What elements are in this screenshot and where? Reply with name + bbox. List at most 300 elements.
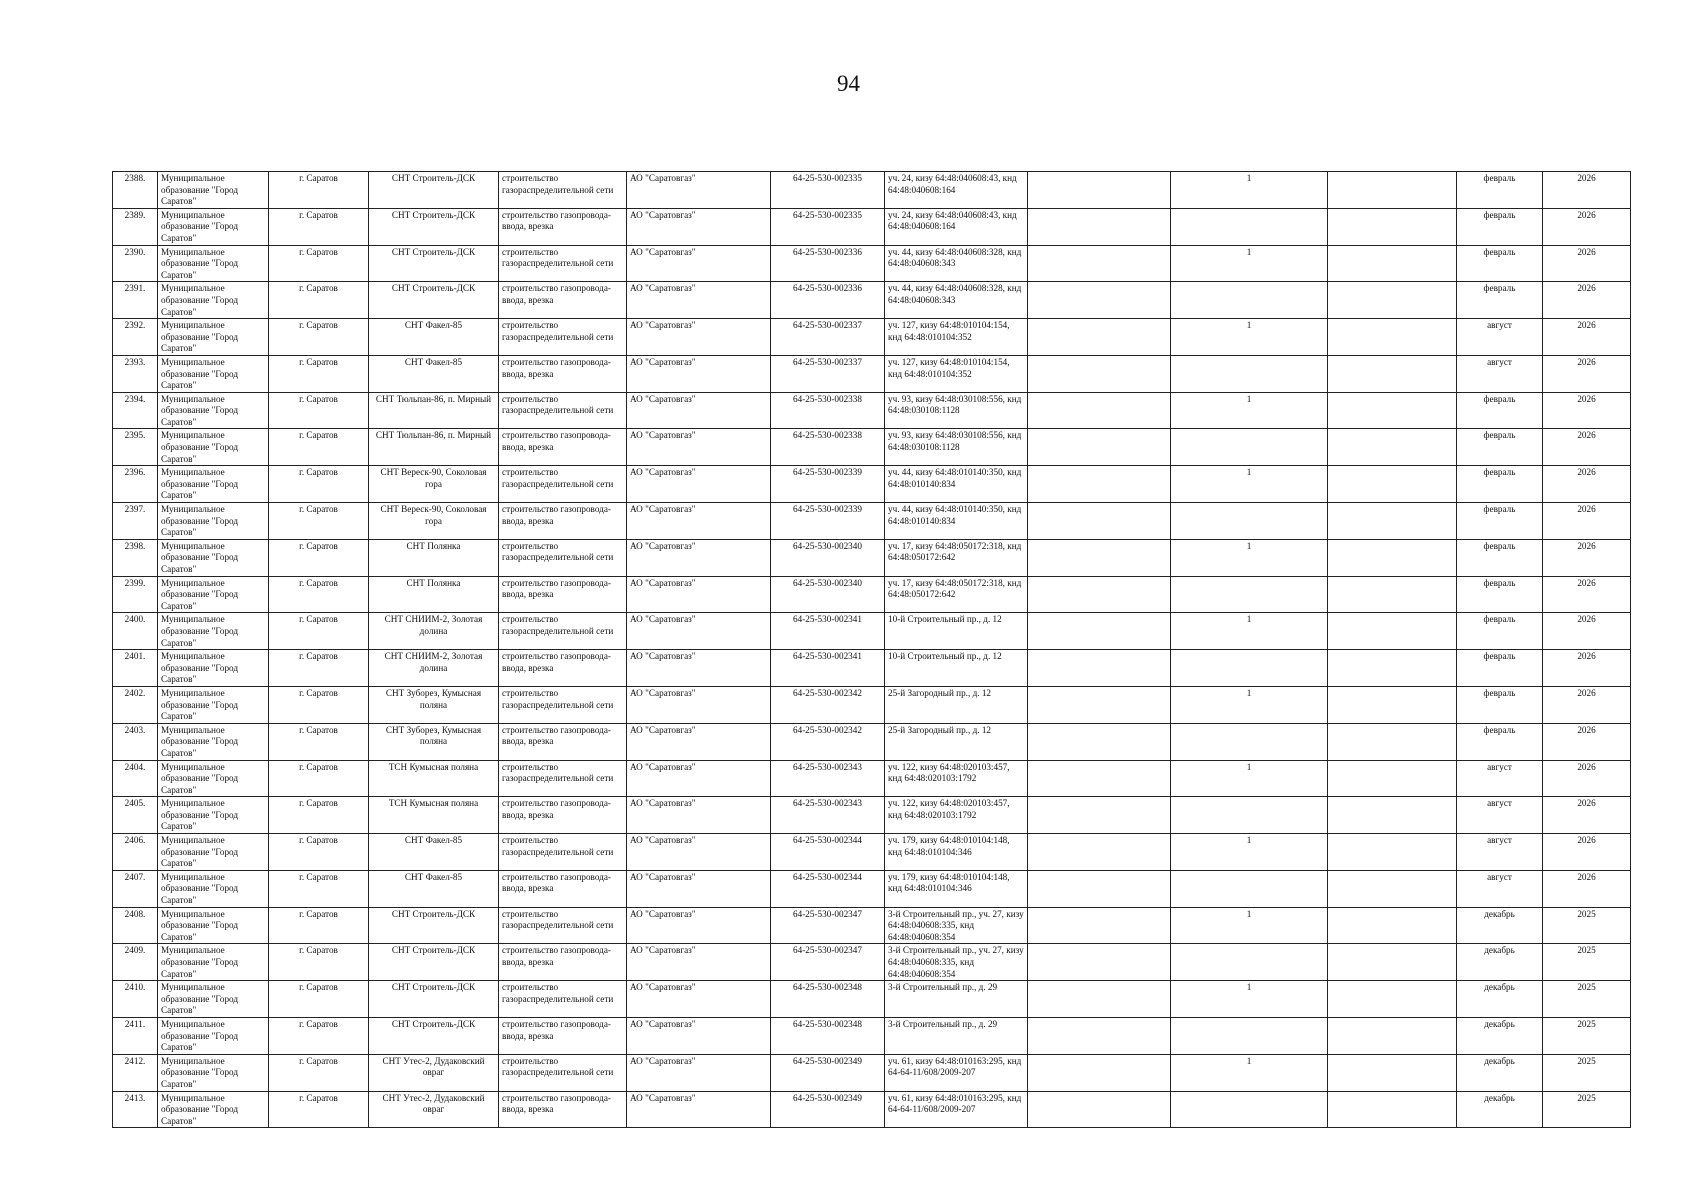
year-cell: 2025	[1543, 1017, 1631, 1054]
row-number-cell: 2391.	[113, 282, 158, 319]
application-number-cell: 64-25-530-002339	[771, 503, 885, 540]
empty-cell	[1328, 539, 1457, 576]
count-cell: 1	[1171, 981, 1328, 1018]
row-number-cell: 2410.	[113, 981, 158, 1018]
municipality-cell: Муниципальное образование "Город Саратов"	[158, 245, 269, 282]
work-type-cell: строительство газораспределительной сети	[499, 907, 627, 944]
settlement-cell: СНТ Зуборез, Кумысная поляна	[369, 723, 499, 760]
municipality-cell: Муниципальное образование "Город Саратов"	[158, 355, 269, 392]
month-cell: февраль	[1457, 172, 1543, 209]
year-cell: 2026	[1543, 870, 1631, 907]
address-cell: уч. 61, кизу 64:48:010163:295, кнд 64-64-11/608/2009-207	[885, 1054, 1028, 1091]
empty-cell	[1028, 981, 1171, 1018]
empty-cell	[1028, 429, 1171, 466]
address-cell: 3-й Строительный пр., д. 29	[885, 981, 1028, 1018]
application-number-cell: 64-25-530-002344	[771, 870, 885, 907]
row-number-cell: 2392.	[113, 319, 158, 356]
work-type-cell: строительство газопровода-ввода, врезка	[499, 944, 627, 981]
empty-cell	[1028, 1054, 1171, 1091]
document-table-wrapper	[112, 171, 1631, 1128]
organization-cell: АО "Саратовгаз"	[627, 172, 771, 209]
table-row	[113, 907, 1631, 944]
empty-cell	[1028, 650, 1171, 687]
application-number-cell: 64-25-530-002336	[771, 245, 885, 282]
application-number-cell: 64-25-530-002349	[771, 1091, 885, 1128]
municipality-cell: Муниципальное образование "Город Саратов"	[158, 760, 269, 797]
empty-cell	[1028, 686, 1171, 723]
year-cell: 2026	[1543, 319, 1631, 356]
municipality-cell: Муниципальное образование "Город Саратов"	[158, 208, 269, 245]
organization-cell: АО "Саратовгаз"	[627, 282, 771, 319]
count-cell: 1	[1171, 613, 1328, 650]
month-cell: февраль	[1457, 429, 1543, 466]
work-type-cell: строительство газопровода-ввода, врезка	[499, 282, 627, 319]
empty-cell	[1328, 429, 1457, 466]
work-type-cell: строительство газопровода-ввода, врезка	[499, 870, 627, 907]
count-cell	[1171, 650, 1328, 687]
address-cell: 25-й Загородный пр., д. 12	[885, 686, 1028, 723]
row-number-cell: 2388.	[113, 172, 158, 209]
address-cell: 10-й Строительный пр., д. 12	[885, 650, 1028, 687]
work-type-cell: строительство газораспределительной сети	[499, 760, 627, 797]
row-number-cell: 2401.	[113, 650, 158, 687]
year-cell: 2025	[1543, 944, 1631, 981]
organization-cell: АО "Саратовгаз"	[627, 686, 771, 723]
application-number-cell: 64-25-530-002339	[771, 466, 885, 503]
address-cell: уч. 44, кизу 64:48:010140:350, кнд 64:48:010140:834	[885, 503, 1028, 540]
count-cell	[1171, 429, 1328, 466]
empty-cell	[1328, 466, 1457, 503]
organization-cell: АО "Саратовгаз"	[627, 208, 771, 245]
table-row	[113, 613, 1631, 650]
empty-cell	[1028, 834, 1171, 871]
month-cell: февраль	[1457, 723, 1543, 760]
work-type-cell: строительство газораспределительной сети	[499, 834, 627, 871]
month-cell: декабрь	[1457, 1054, 1543, 1091]
settlement-cell: СНТ Строитель-ДСК	[369, 1017, 499, 1054]
count-cell: 1	[1171, 1054, 1328, 1091]
month-cell: декабрь	[1457, 944, 1543, 981]
city-cell: г. Саратов	[269, 208, 369, 245]
table-row	[113, 172, 1631, 209]
year-cell: 2025	[1543, 981, 1631, 1018]
table-row	[113, 466, 1631, 503]
settlement-cell: СНТ Факел-85	[369, 834, 499, 871]
organization-cell: АО "Саратовгаз"	[627, 907, 771, 944]
address-cell: уч. 93, кизу 64:48:030108:556, кнд 64:48:030108:1128	[885, 429, 1028, 466]
city-cell: г. Саратов	[269, 392, 369, 429]
empty-cell	[1028, 466, 1171, 503]
city-cell: г. Саратов	[269, 981, 369, 1018]
city-cell: г. Саратов	[269, 1091, 369, 1128]
address-cell: 3-й Строительный пр., д. 29	[885, 1017, 1028, 1054]
address-cell: уч. 122, кизу 64:48:020103:457, кнд 64:48:020103:1792	[885, 797, 1028, 834]
year-cell: 2026	[1543, 429, 1631, 466]
table-row	[113, 503, 1631, 540]
municipality-cell: Муниципальное образование "Город Саратов"	[158, 686, 269, 723]
empty-cell	[1028, 907, 1171, 944]
row-number-cell: 2408.	[113, 907, 158, 944]
city-cell: г. Саратов	[269, 944, 369, 981]
address-cell: уч. 93, кизу 64:48:030108:556, кнд 64:48:030108:1128	[885, 392, 1028, 429]
month-cell: декабрь	[1457, 1091, 1543, 1128]
empty-cell	[1028, 576, 1171, 613]
empty-cell	[1028, 797, 1171, 834]
month-cell: август	[1457, 319, 1543, 356]
table-row	[113, 870, 1631, 907]
row-number-cell: 2397.	[113, 503, 158, 540]
municipality-cell: Муниципальное образование "Город Саратов"	[158, 1017, 269, 1054]
municipality-cell: Муниципальное образование "Город Саратов"	[158, 539, 269, 576]
municipality-cell: Муниципальное образование "Город Саратов"	[158, 834, 269, 871]
empty-cell	[1028, 172, 1171, 209]
settlement-cell: СНТ Строитель-ДСК	[369, 245, 499, 282]
empty-cell	[1028, 539, 1171, 576]
city-cell: г. Саратов	[269, 319, 369, 356]
row-number-cell: 2395.	[113, 429, 158, 466]
city-cell: г. Саратов	[269, 282, 369, 319]
empty-cell	[1328, 208, 1457, 245]
row-number-cell: 2393.	[113, 355, 158, 392]
month-cell: август	[1457, 797, 1543, 834]
count-cell: 1	[1171, 539, 1328, 576]
work-type-cell: строительство газораспределительной сети	[499, 172, 627, 209]
municipality-cell: Муниципальное образование "Город Саратов"	[158, 429, 269, 466]
city-cell: г. Саратов	[269, 907, 369, 944]
organization-cell: АО "Саратовгаз"	[627, 319, 771, 356]
month-cell: декабрь	[1457, 1017, 1543, 1054]
work-type-cell: строительство газораспределительной сети	[499, 539, 627, 576]
month-cell: декабрь	[1457, 907, 1543, 944]
address-cell: уч. 44, кизу 64:48:010140:350, кнд 64:48:010140:834	[885, 466, 1028, 503]
application-number-cell: 64-25-530-002338	[771, 429, 885, 466]
count-cell	[1171, 1017, 1328, 1054]
settlement-cell: СНТ СНИИМ-2, Золотая долина	[369, 650, 499, 687]
year-cell: 2025	[1543, 907, 1631, 944]
row-number-cell: 2398.	[113, 539, 158, 576]
city-cell: г. Саратов	[269, 1017, 369, 1054]
work-type-cell: строительство газопровода-ввода, врезка	[499, 503, 627, 540]
organization-cell: АО "Саратовгаз"	[627, 466, 771, 503]
table-row	[113, 723, 1631, 760]
count-cell: 1	[1171, 686, 1328, 723]
row-number-cell: 2404.	[113, 760, 158, 797]
month-cell: февраль	[1457, 539, 1543, 576]
application-number-cell: 64-25-530-002343	[771, 760, 885, 797]
count-cell	[1171, 1091, 1328, 1128]
city-cell: г. Саратов	[269, 466, 369, 503]
empty-cell	[1328, 355, 1457, 392]
year-cell: 2026	[1543, 503, 1631, 540]
application-number-cell: 64-25-530-002340	[771, 576, 885, 613]
empty-cell	[1328, 503, 1457, 540]
settlement-cell: СНТ Строитель-ДСК	[369, 981, 499, 1018]
empty-cell	[1028, 355, 1171, 392]
month-cell: август	[1457, 760, 1543, 797]
city-cell: г. Саратов	[269, 870, 369, 907]
year-cell: 2026	[1543, 760, 1631, 797]
settlement-cell: СНТ Факел-85	[369, 319, 499, 356]
work-type-cell: строительство газопровода-ввода, врезка	[499, 576, 627, 613]
year-cell: 2026	[1543, 613, 1631, 650]
application-number-cell: 64-25-530-002347	[771, 907, 885, 944]
settlement-cell: СНТ Утес-2, Дудаковский овраг	[369, 1054, 499, 1091]
empty-cell	[1328, 834, 1457, 871]
year-cell: 2026	[1543, 392, 1631, 429]
count-cell	[1171, 503, 1328, 540]
municipality-cell: Муниципальное образование "Город Саратов"	[158, 797, 269, 834]
empty-cell	[1328, 760, 1457, 797]
table-row	[113, 319, 1631, 356]
city-cell: г. Саратов	[269, 797, 369, 834]
settlement-cell: СНТ Зуборез, Кумысная поляна	[369, 686, 499, 723]
empty-cell	[1028, 613, 1171, 650]
count-cell: 1	[1171, 834, 1328, 871]
count-cell	[1171, 870, 1328, 907]
settlement-cell: СНТ Строитель-ДСК	[369, 944, 499, 981]
count-cell	[1171, 576, 1328, 613]
organization-cell: АО "Саратовгаз"	[627, 944, 771, 981]
table-row	[113, 245, 1631, 282]
month-cell: февраль	[1457, 650, 1543, 687]
count-cell: 1	[1171, 392, 1328, 429]
application-number-cell: 64-25-530-002348	[771, 1017, 885, 1054]
organization-cell: АО "Саратовгаз"	[627, 539, 771, 576]
work-type-cell: строительство газораспределительной сети	[499, 686, 627, 723]
empty-cell	[1028, 944, 1171, 981]
application-number-cell: 64-25-530-002338	[771, 392, 885, 429]
empty-cell	[1328, 686, 1457, 723]
settlement-cell: СНТ Вереск-90, Соколовая гора	[369, 503, 499, 540]
year-cell: 2026	[1543, 172, 1631, 209]
city-cell: г. Саратов	[269, 576, 369, 613]
address-cell: уч. 24, кизу 64:48:040608:43, кнд 64:48:040608:164	[885, 208, 1028, 245]
empty-cell	[1328, 907, 1457, 944]
application-number-cell: 64-25-530-002340	[771, 539, 885, 576]
empty-cell	[1328, 1091, 1457, 1128]
year-cell: 2026	[1543, 834, 1631, 871]
municipality-cell: Муниципальное образование "Город Саратов"	[158, 503, 269, 540]
empty-cell	[1028, 870, 1171, 907]
count-cell: 1	[1171, 172, 1328, 209]
municipality-cell: Муниципальное образование "Город Саратов"	[158, 172, 269, 209]
address-cell: уч. 17, кизу 64:48:050172:318, кнд 64:48:050172:642	[885, 539, 1028, 576]
city-cell: г. Саратов	[269, 760, 369, 797]
empty-cell	[1328, 797, 1457, 834]
count-cell: 1	[1171, 245, 1328, 282]
city-cell: г. Саратов	[269, 503, 369, 540]
table-body	[113, 172, 1631, 1128]
application-number-cell: 64-25-530-002341	[771, 613, 885, 650]
row-number-cell: 2411.	[113, 1017, 158, 1054]
settlement-cell: ТСН Кумысная поляна	[369, 797, 499, 834]
settlement-cell: СНТ Тюльпан-86, п. Мирный	[369, 429, 499, 466]
year-cell: 2026	[1543, 650, 1631, 687]
month-cell: август	[1457, 834, 1543, 871]
table-row	[113, 834, 1631, 871]
row-number-cell: 2412.	[113, 1054, 158, 1091]
application-number-cell: 64-25-530-002337	[771, 355, 885, 392]
address-cell: 10-й Строительный пр., д. 12	[885, 613, 1028, 650]
address-cell: уч. 61, кизу 64:48:010163:295, кнд 64-64-11/608/2009-207	[885, 1091, 1028, 1128]
address-cell: уч. 127, кизу 64:48:010104:154, кнд 64:48:010104:352	[885, 319, 1028, 356]
empty-cell	[1328, 650, 1457, 687]
year-cell: 2025	[1543, 1091, 1631, 1128]
year-cell: 2026	[1543, 466, 1631, 503]
month-cell: февраль	[1457, 392, 1543, 429]
work-type-cell: строительство газораспределительной сети	[499, 319, 627, 356]
empty-cell	[1328, 1017, 1457, 1054]
table-row	[113, 208, 1631, 245]
table-row	[113, 282, 1631, 319]
empty-cell	[1028, 1091, 1171, 1128]
city-cell: г. Саратов	[269, 245, 369, 282]
work-type-cell: строительство газопровода-ввода, врезка	[499, 208, 627, 245]
municipality-cell: Муниципальное образование "Город Саратов"	[158, 981, 269, 1018]
count-cell	[1171, 355, 1328, 392]
city-cell: г. Саратов	[269, 650, 369, 687]
month-cell: февраль	[1457, 208, 1543, 245]
organization-cell: АО "Саратовгаз"	[627, 1091, 771, 1128]
year-cell: 2026	[1543, 208, 1631, 245]
table-row	[113, 1091, 1631, 1128]
empty-cell	[1328, 613, 1457, 650]
municipality-cell: Муниципальное образование "Город Саратов"	[158, 576, 269, 613]
work-type-cell: строительство газораспределительной сети	[499, 392, 627, 429]
municipality-cell: Муниципальное образование "Город Саратов"	[158, 1091, 269, 1128]
empty-cell	[1028, 282, 1171, 319]
address-cell: уч. 179, кизу 64:48:010104:148, кнд 64:48:010104:346	[885, 870, 1028, 907]
empty-cell	[1028, 760, 1171, 797]
table-row	[113, 392, 1631, 429]
table-row	[113, 1017, 1631, 1054]
settlement-cell: СНТ Полянка	[369, 539, 499, 576]
year-cell: 2025	[1543, 1054, 1631, 1091]
year-cell: 2026	[1543, 539, 1631, 576]
count-cell: 1	[1171, 760, 1328, 797]
organization-cell: АО "Саратовгаз"	[627, 355, 771, 392]
row-number-cell: 2413.	[113, 1091, 158, 1128]
row-number-cell: 2396.	[113, 466, 158, 503]
empty-cell	[1028, 208, 1171, 245]
organization-cell: АО "Саратовгаз"	[627, 1017, 771, 1054]
application-number-cell: 64-25-530-002341	[771, 650, 885, 687]
year-cell: 2026	[1543, 282, 1631, 319]
table-row	[113, 355, 1631, 392]
count-cell: 1	[1171, 466, 1328, 503]
table-row	[113, 576, 1631, 613]
application-number-cell: 64-25-530-002349	[771, 1054, 885, 1091]
application-number-cell: 64-25-530-002347	[771, 944, 885, 981]
empty-cell	[1328, 319, 1457, 356]
empty-cell	[1028, 1017, 1171, 1054]
application-number-cell: 64-25-530-002344	[771, 834, 885, 871]
municipality-cell: Муниципальное образование "Город Саратов"	[158, 1054, 269, 1091]
municipality-cell: Муниципальное образование "Город Саратов"	[158, 907, 269, 944]
year-cell: 2026	[1543, 245, 1631, 282]
work-type-cell: строительство газораспределительной сети	[499, 1054, 627, 1091]
settlement-cell: ТСН Кумысная поляна	[369, 760, 499, 797]
settlement-cell: СНТ Полянка	[369, 576, 499, 613]
table-row	[113, 981, 1631, 1018]
settlement-cell: СНТ Утес-2, Дудаковский овраг	[369, 1091, 499, 1128]
address-cell: 3-й Строительный пр., уч. 27, кизу 64:48:040608:335, кнд 64:48:040608:354	[885, 907, 1028, 944]
empty-cell	[1028, 723, 1171, 760]
address-cell: уч. 122, кизу 64:48:020103:457, кнд 64:48:020103:1792	[885, 760, 1028, 797]
empty-cell	[1328, 723, 1457, 760]
application-number-cell: 64-25-530-002337	[771, 319, 885, 356]
table-row	[113, 1054, 1631, 1091]
organization-cell: АО "Саратовгаз"	[627, 503, 771, 540]
city-cell: г. Саратов	[269, 539, 369, 576]
address-cell: уч. 44, кизу 64:48:040608:328, кнд 64:48:040608:343	[885, 245, 1028, 282]
year-cell: 2026	[1543, 686, 1631, 723]
empty-cell	[1028, 392, 1171, 429]
page-number: 94	[837, 71, 860, 96]
municipality-cell: Муниципальное образование "Город Саратов"	[158, 650, 269, 687]
empty-cell	[1328, 392, 1457, 429]
city-cell: г. Саратов	[269, 834, 369, 871]
month-cell: февраль	[1457, 576, 1543, 613]
count-cell	[1171, 797, 1328, 834]
month-cell: август	[1457, 355, 1543, 392]
work-type-cell: строительство газопровода-ввода, врезка	[499, 429, 627, 466]
work-type-cell: строительство газораспределительной сети	[499, 613, 627, 650]
year-cell: 2026	[1543, 355, 1631, 392]
empty-cell	[1028, 503, 1171, 540]
settlement-cell: СНТ Строитель-ДСК	[369, 208, 499, 245]
organization-cell: АО "Саратовгаз"	[627, 723, 771, 760]
empty-cell	[1328, 282, 1457, 319]
count-cell: 1	[1171, 319, 1328, 356]
city-cell: г. Саратов	[269, 1054, 369, 1091]
month-cell: февраль	[1457, 466, 1543, 503]
table-row	[113, 650, 1631, 687]
settlement-cell: СНТ СНИИМ-2, Золотая долина	[369, 613, 499, 650]
city-cell: г. Саратов	[269, 686, 369, 723]
organization-cell: АО "Саратовгаз"	[627, 429, 771, 466]
city-cell: г. Саратов	[269, 723, 369, 760]
settlement-cell: СНТ Факел-85	[369, 355, 499, 392]
row-number-cell: 2403.	[113, 723, 158, 760]
organization-cell: АО "Саратовгаз"	[627, 392, 771, 429]
settlement-cell: СНТ Строитель-ДСК	[369, 282, 499, 319]
count-cell	[1171, 723, 1328, 760]
address-cell: уч. 24, кизу 64:48:040608:43, кнд 64:48:040608:164	[885, 172, 1028, 209]
empty-cell	[1028, 245, 1171, 282]
month-cell: февраль	[1457, 245, 1543, 282]
address-cell: уч. 179, кизу 64:48:010104:148, кнд 64:48:010104:346	[885, 834, 1028, 871]
organization-cell: АО "Саратовгаз"	[627, 576, 771, 613]
organization-cell: АО "Саратовгаз"	[627, 613, 771, 650]
settlement-cell: СНТ Строитель-ДСК	[369, 172, 499, 209]
organization-cell: АО "Саратовгаз"	[627, 797, 771, 834]
address-cell: уч. 17, кизу 64:48:050172:318, кнд 64:48:050172:642	[885, 576, 1028, 613]
table-row	[113, 686, 1631, 723]
municipality-cell: Муниципальное образование "Город Саратов"	[158, 466, 269, 503]
month-cell: февраль	[1457, 503, 1543, 540]
table-row	[113, 539, 1631, 576]
work-type-cell: строительство газопровода-ввода, врезка	[499, 1017, 627, 1054]
empty-cell	[1328, 944, 1457, 981]
row-number-cell: 2390.	[113, 245, 158, 282]
address-cell: уч. 44, кизу 64:48:040608:328, кнд 64:48:040608:343	[885, 282, 1028, 319]
municipality-cell: Муниципальное образование "Город Саратов"	[158, 319, 269, 356]
gasification-table	[112, 171, 1631, 1128]
month-cell: февраль	[1457, 613, 1543, 650]
row-number-cell: 2394.	[113, 392, 158, 429]
work-type-cell: строительство газораспределительной сети	[499, 466, 627, 503]
